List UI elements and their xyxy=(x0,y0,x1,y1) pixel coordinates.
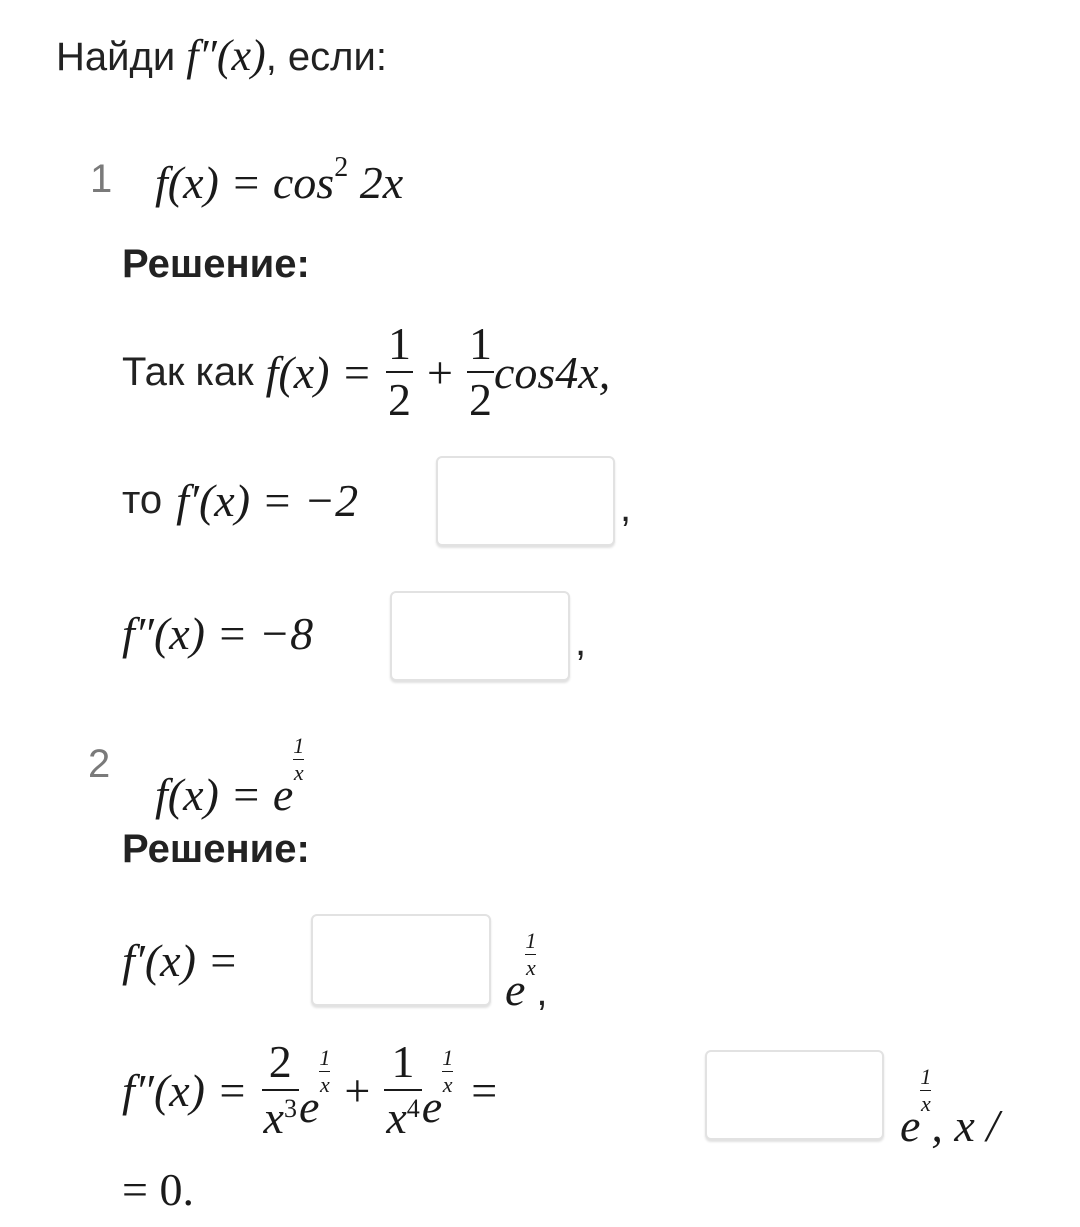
p2-line2-lhs: f″(x) = xyxy=(122,1064,248,1116)
exponent-fraction: $\frac{1}{x}$ xyxy=(525,928,537,980)
solution-label-1: Решение: xyxy=(122,242,310,286)
answer-input-3[interactable] xyxy=(311,914,491,1006)
statement-power: 2 xyxy=(334,152,349,183)
problem-1-statement xyxy=(155,152,403,209)
line1-lhs: f(x) = xyxy=(265,346,372,398)
task-title xyxy=(56,30,387,81)
statement-lhs: f(x) = cos xyxy=(155,157,335,208)
title-function: f″(x) xyxy=(186,31,266,80)
statement-arg: 2x xyxy=(359,157,404,208)
plus-sign: + xyxy=(427,346,453,398)
p2-line2-tail: $e\frac{1}{x}$, x / xyxy=(900,1064,1000,1151)
solution-label-2: Решение: xyxy=(122,827,310,871)
exponent-fraction: $\frac{1}{x}$ xyxy=(293,733,305,785)
solution-2-line-1 xyxy=(122,930,238,990)
line2-expr: f′(x) = −2 xyxy=(176,474,359,526)
answer-input-4[interactable] xyxy=(705,1050,884,1140)
answer-input-2[interactable] xyxy=(390,591,570,681)
exponent-fraction: $\frac{1}{x}$ xyxy=(319,1045,331,1097)
e-term-1: $e\frac{1}{x}$ xyxy=(298,1045,331,1132)
solution-2-line-2 xyxy=(122,1030,497,1150)
answer-input-1[interactable] xyxy=(436,456,615,546)
exponent-fraction: $\frac{1}{x}$ xyxy=(442,1045,454,1097)
fraction-half-1: $\frac{1}{2}$ xyxy=(388,318,411,425)
p2-equals: = xyxy=(471,1064,498,1116)
line-p2-1-expr: f′(x) = xyxy=(122,934,239,986)
line3-comma: , xyxy=(575,620,587,664)
fraction-1-over-x4: $\frac{1}{x^4}$ xyxy=(386,1036,420,1143)
fraction-2-over-x3: $\frac{2}{x^3}$ xyxy=(263,1036,297,1143)
p2-line2-continuation: = 0. xyxy=(122,1164,194,1215)
line1-tail: cos4x, xyxy=(493,346,611,398)
solution-1-line-2 xyxy=(122,470,358,530)
e-term-2: $e\frac{1}{x}$ xyxy=(421,1045,454,1132)
title-suffix: , если: xyxy=(265,35,387,79)
exponent-fraction: $\frac{1}{x}$ xyxy=(920,1064,932,1116)
p2-plus: + xyxy=(344,1064,371,1116)
to-text: то xyxy=(122,477,163,522)
since-text: Так как xyxy=(122,349,254,394)
title-prefix: Найди xyxy=(56,35,176,79)
problem-number-2: 2 xyxy=(88,742,111,786)
line3-expr: f″(x) = −8 xyxy=(122,607,314,659)
line2-comma: , xyxy=(620,486,632,530)
solution-1-line-3 xyxy=(122,603,313,663)
problem-2-statement xyxy=(155,735,304,821)
statement2-lhs: f(x) = e xyxy=(155,769,294,820)
p2-line1-tail: $e\frac{1}{x}$, xyxy=(505,928,548,1015)
problem-number-1: 1 xyxy=(90,157,113,201)
fraction-half-2: $\frac{1}{2}$ xyxy=(468,318,492,425)
solution-1-line-1 xyxy=(122,312,610,432)
